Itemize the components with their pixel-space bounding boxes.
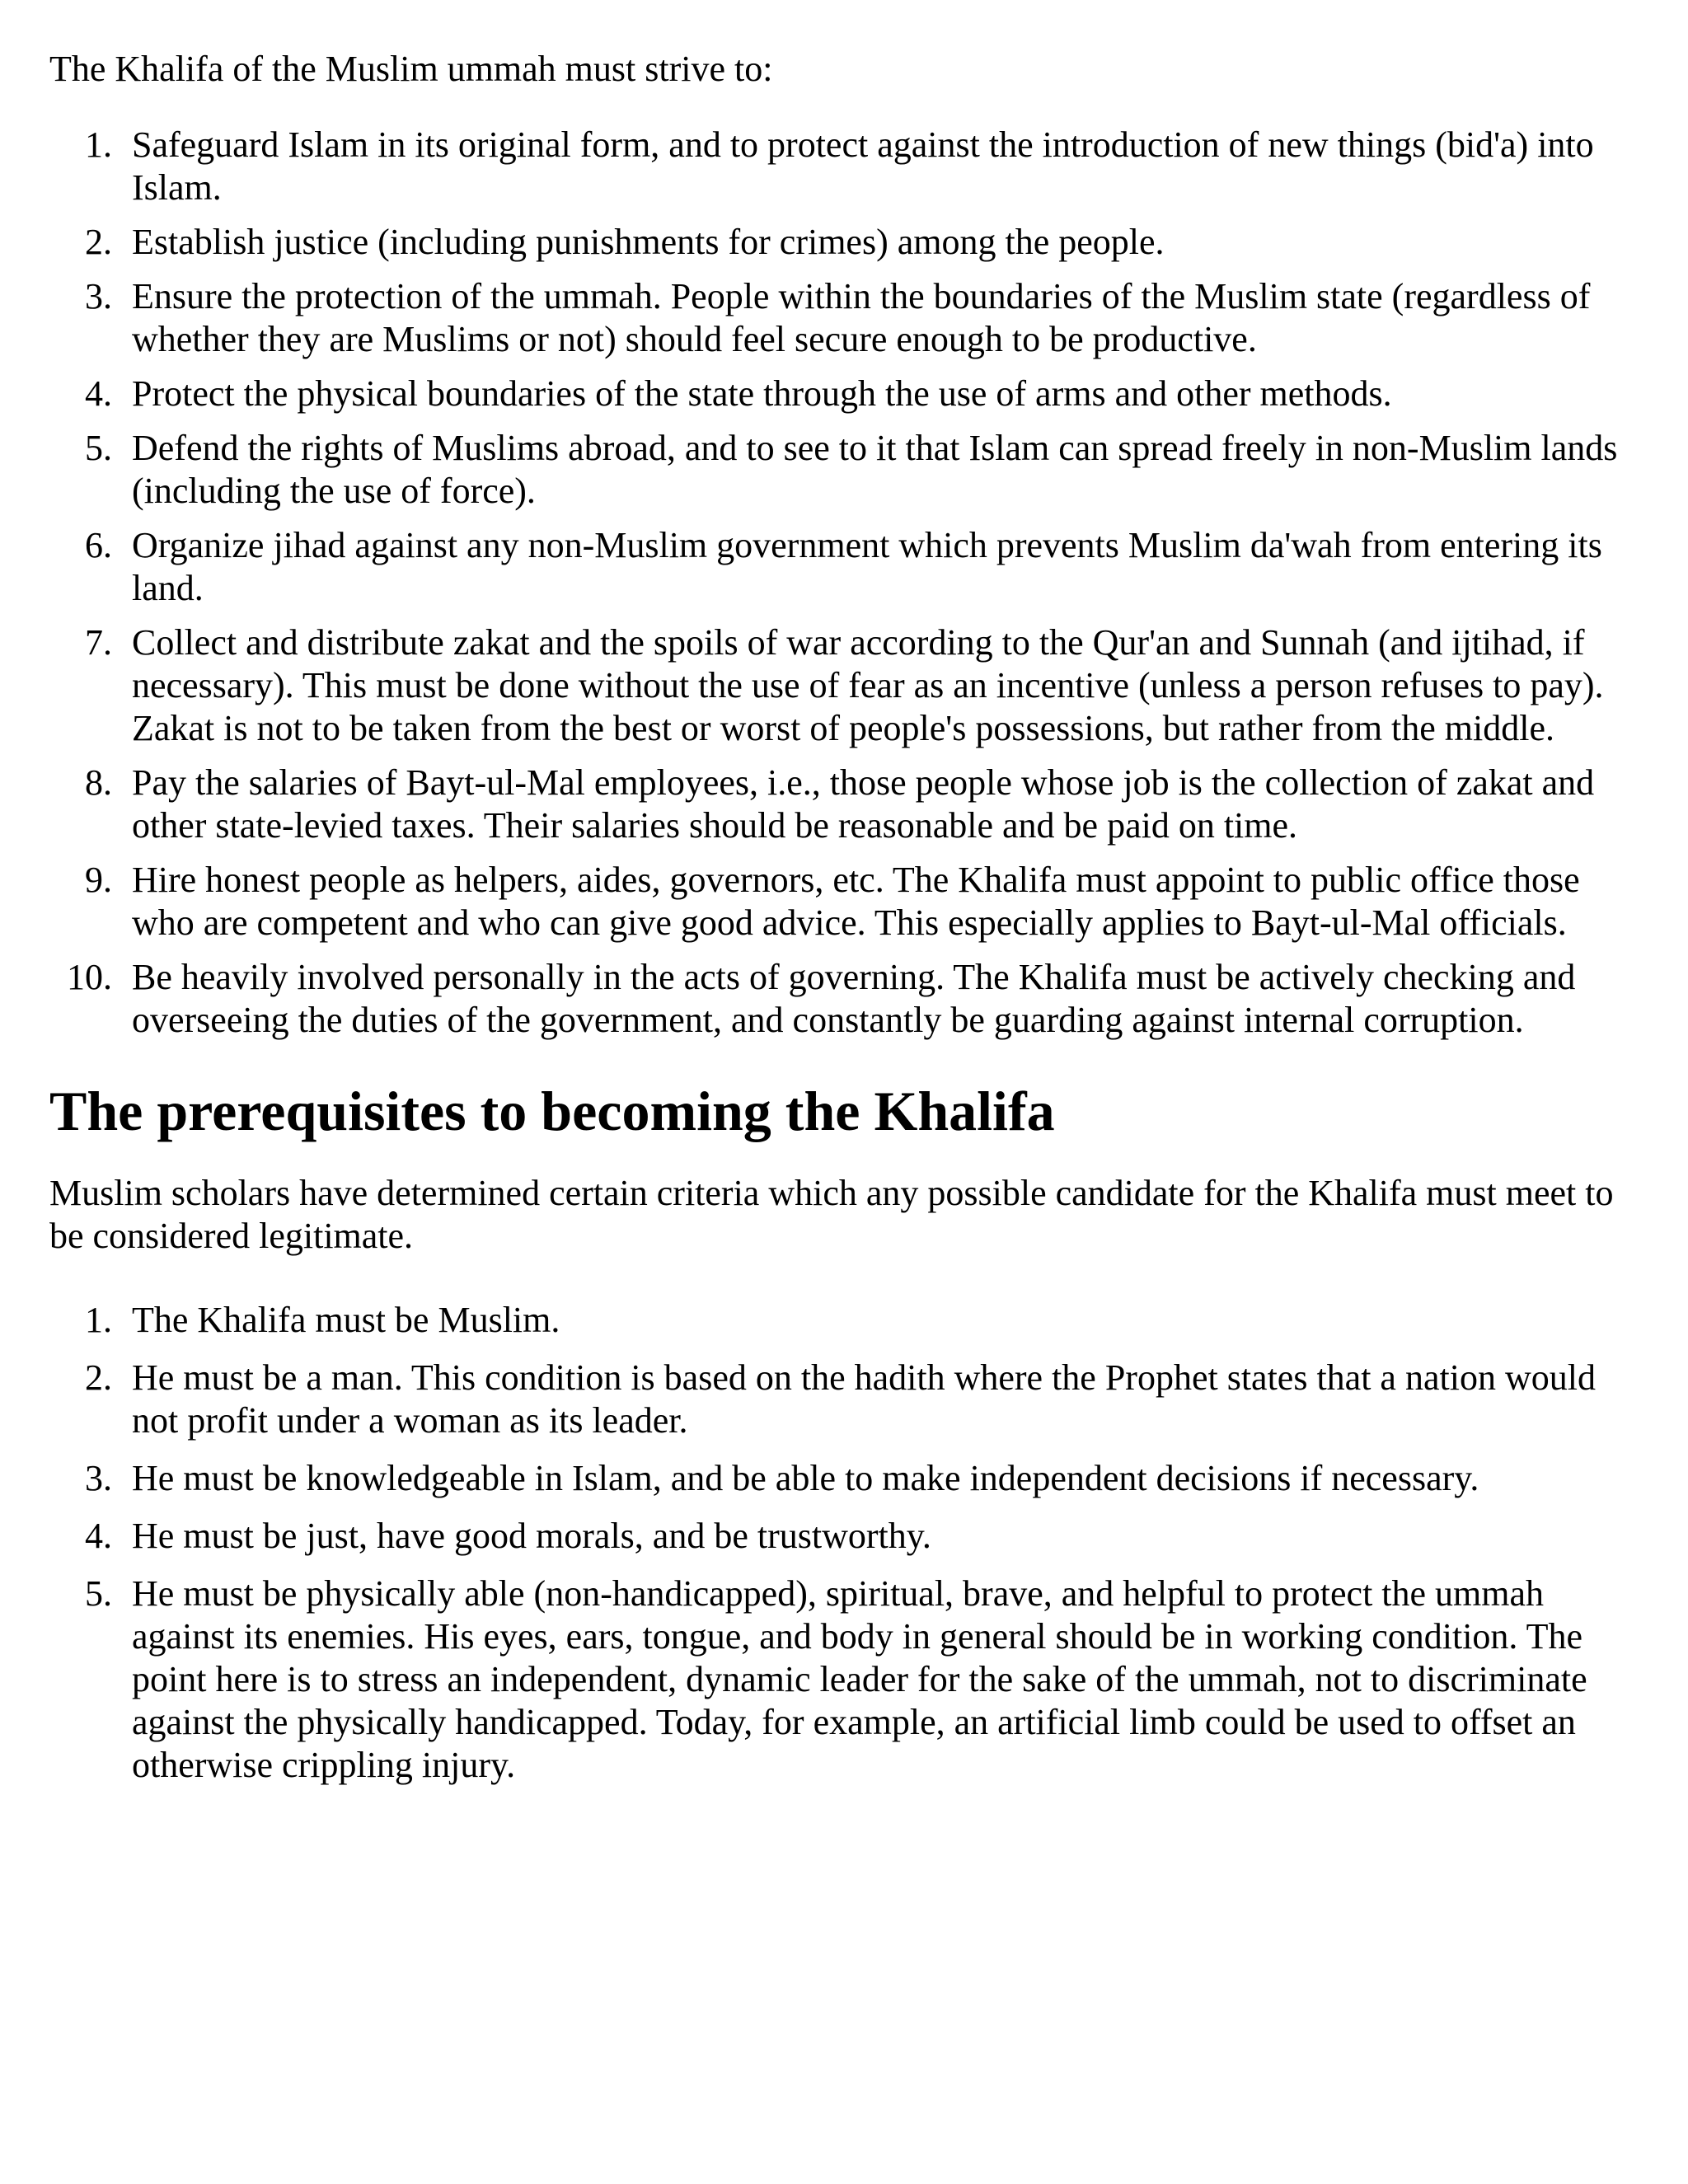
list-text: Establish justice (including punishments for crimes) among the people. <box>132 222 1165 262</box>
list-item <box>49 859 1640 944</box>
list-number: 3. <box>85 1458 112 1498</box>
list-item <box>49 762 1640 847</box>
list-number: 9. <box>85 860 112 900</box>
list-text: Protect the physical boundaries of the state through the use of arms and other methods. <box>132 373 1392 414</box>
list-item <box>49 1357 1640 1442</box>
list-number: 5. <box>85 428 112 468</box>
duties-list <box>49 124 1640 1042</box>
list-number: 2. <box>85 222 112 262</box>
document-page <box>49 48 1640 1802</box>
intro-text: The Khalifa of the Muslim ummah must strive to: <box>49 49 773 89</box>
list-number: 8. <box>85 762 112 803</box>
list-text: He must be physically able (non-handicapped), spiritual, brave, and helpful to protect the ummah against its enemies. His eyes, ears, tongue, and body in general should be in working condition. The point here is to stress an independent, dynamic leader for the sake of the ummah, not to discriminate against the physically handicapped. Today, for example, an artificial limb could be used to offset an otherwise crippling injury. <box>132 1573 1587 1785</box>
list-text: He must be just, have good morals, and be trustworthy. <box>132 1516 931 1556</box>
list-item <box>49 124 1640 209</box>
list-text: Collect and distribute zakat and the spoils of war according to the Qur'an and Sunnah (and ijtihad, if necessary). This must be done without the use of fear as an incentive (unless a person refuses to pay). Zakat is not to be taken from the best or worst of people's possessions, but rather from the middle. <box>132 622 1604 748</box>
list-text: Pay the salaries of Bayt-ul-Mal employees, i.e., those people whose job is the collection of zakat and other state-levied taxes. Their salaries should be reasonable and be paid on time. <box>132 762 1595 846</box>
list-number: 7. <box>85 622 112 663</box>
list-text: Safeguard Islam in its original form, and to protect against the introduction of new things (bid'a) into Islam. <box>132 124 1594 208</box>
list-number: 4. <box>85 1516 112 1556</box>
list-text: Be heavily involved personally in the acts of governing. The Khalifa must be actively checking and overseeing the duties of the government, and constantly be guarding against internal corruption. <box>132 957 1576 1040</box>
list-number: 1. <box>85 1300 112 1340</box>
list-text: The Khalifa must be Muslim. <box>132 1300 560 1340</box>
list-text: Hire honest people as helpers, aides, governors, etc. The Khalifa must appoint to public office those who are competent and who can give good advice. This especially applies to Bayt-ul-Mal officials. <box>132 860 1580 943</box>
list-text: He must be a man. This condition is based on the hadith where the Prophet states that a nation would not profit under a woman as its leader. <box>132 1357 1596 1441</box>
list-item <box>49 221 1640 264</box>
list-number: 2. <box>85 1357 112 1398</box>
list-text: He must be knowledgeable in Islam, and be able to make independent decisions if necessary. <box>132 1458 1479 1498</box>
list-item <box>49 524 1640 610</box>
list-text: Ensure the protection of the ummah. People within the boundaries of the Muslim state (regardless of whether they are Muslims or not) should feel secure enough to be productive. <box>132 276 1591 359</box>
list-item <box>49 373 1640 415</box>
list-number: 5. <box>85 1573 112 1614</box>
list-item <box>49 956 1640 1042</box>
list-number: 1. <box>85 124 112 165</box>
list-text: Defend the rights of Muslims abroad, and to see to it that Islam can spread freely in non-Muslim lands (including the use of force). <box>132 428 1618 511</box>
prerequisites-list <box>49 1299 1640 1787</box>
list-item <box>49 1515 1640 1558</box>
list-item <box>49 1299 1640 1342</box>
list-item <box>49 427 1640 513</box>
section-heading: The prerequisites to becoming the Khalifa <box>49 1080 1055 1142</box>
list-item <box>49 621 1640 750</box>
list-number: 6. <box>85 525 112 565</box>
section-paragraph: Muslim scholars have determined certain criteria which any possible candidate for the Khalifa must meet to be considered legitimate. <box>49 1173 1614 1256</box>
list-item <box>49 1572 1640 1787</box>
list-number: 4. <box>85 373 112 414</box>
list-number: 10. <box>67 957 112 997</box>
list-text: Organize jihad against any non-Muslim government which prevents Muslim da'wah from entering its land. <box>132 525 1602 608</box>
list-item <box>49 1457 1640 1500</box>
list-item <box>49 275 1640 361</box>
list-number: 3. <box>85 276 112 316</box>
